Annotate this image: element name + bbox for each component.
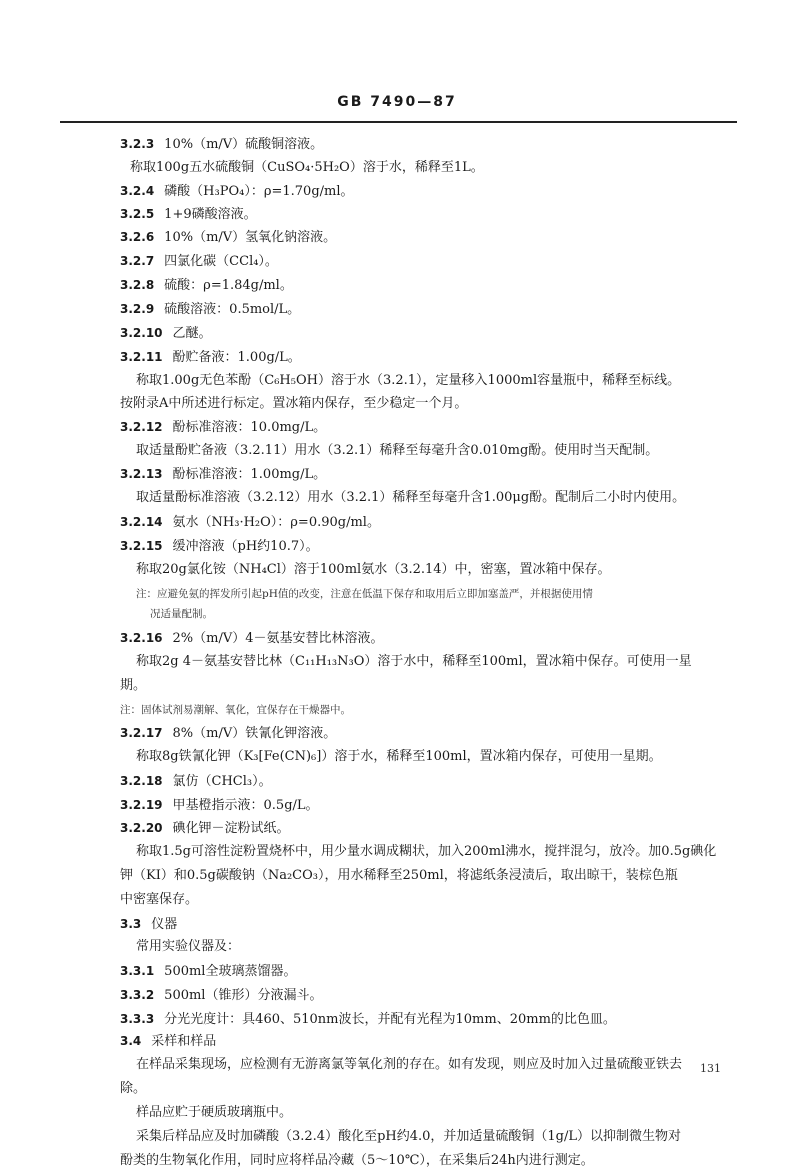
text-line: 取适量酚标准溶液（3.2.12）用水（3.2.1）稀释至每毫升含1.00μg酚。配制后二小时内使用。 — [136, 490, 686, 505]
standard-number: GB 7490—87 — [337, 94, 457, 110]
item-3-2-6: 3.2.6 10%（m/V）氢氧化钠溶液。 — [120, 230, 337, 245]
text-line: 样品应贮于硬质玻璃瓶中。 — [136, 1105, 293, 1120]
item-3-2-5: 3.2.5 1+9磷酸溶液。 — [120, 207, 257, 222]
text-line: 称取2g 4－氨基安替比林（C₁₁H₁₃N₃O）溶于水中，稀释至100ml，置冰箱中保存。可使用一星 — [136, 654, 692, 669]
text-line: 按附录A中所述进行标定。置冰箱内保存，至少稳定一个月。 — [120, 396, 468, 411]
note: 况适量配制。 — [150, 608, 213, 620]
text-line: 称取20g氯化铵（NH₄Cl）溶于100ml氨水（3.2.14）中，密塞，置冰箱中保存。 — [136, 562, 611, 577]
header-divider — [60, 121, 737, 123]
text-line: 期。 — [120, 678, 147, 693]
item-3-2-4: 3.2.4 磷酸（H₃PO₄）：ρ=1.70g/ml。 — [120, 184, 354, 199]
item-3-2-3: 3.2.3 10%（m/V）硫酸铜溶液。 — [120, 137, 324, 152]
text-line: 称取8g铁氰化钾（K₃[Fe(CN)₆]）溶于水，稀释至100ml，置冰箱内保存，可使用一星期。 — [136, 749, 662, 764]
item-3-2-11: 3.2.11 酚贮备液：1.00g/L。 — [120, 350, 301, 365]
item-3-2-18: 3.2.18 氯仿（CHCl₃）。 — [120, 774, 272, 789]
text-line: 常用实验仪器及： — [136, 939, 241, 954]
item-3-2-8: 3.2.8 硫酸：ρ=1.84g/ml。 — [120, 278, 293, 293]
text-line: 酚类的生物氧化作用，同时应将样品冷藏（5～10℃），在采集后24h内进行测定。 — [120, 1153, 594, 1168]
text-line: 中密塞保存。 — [120, 892, 199, 907]
section-3-4-heading: 3.4 采样和样品 — [120, 1034, 217, 1049]
item-3-2-7: 3.2.7 四氯化碳（CCl₄）。 — [120, 254, 278, 269]
item-3-2-20: 3.2.20 碘化钾－淀粉试纸。 — [120, 821, 290, 836]
item-3-3-2: 3.3.2 500ml（锥形）分液漏斗。 — [120, 988, 323, 1003]
note: 注：固体试剂易潮解、氧化，宜保存在干燥器中。 — [120, 704, 351, 716]
item-3-2-15: 3.2.15 缓冲溶液（pH约10.7）。 — [120, 539, 319, 554]
text-line: 称取1.5g可溶性淀粉置烧杯中，用少量水调成糊状，加入200ml沸水，搅拌混匀，放冷。加0.5g碘化 — [136, 844, 717, 859]
item-3-2-13: 3.2.13 酚标准溶液：1.00mg/L。 — [120, 467, 327, 482]
text-line: 在样品采集现场，应检测有无游离氯等氧化剂的存在。如有发现，则应及时加入过量硫酸亚铁去 — [136, 1057, 683, 1072]
note: 注：应避免氨的挥发所引起pH值的改变，注意在低温下保存和取用后立即加塞盖严，并根据使用情 — [136, 588, 593, 600]
text-line: 称取100g五水硫酸铜（CuSO₄·5H₂O）溶于水，稀释至1L。 — [130, 160, 484, 175]
item-3-2-17: 3.2.17 8%（m/V）铁氰化钾溶液。 — [120, 726, 337, 741]
text-line: 采集后样品应及时加磷酸（3.2.4）酸化至pH约4.0，并加适量硫酸铜（1g/L）以抑制微生物对 — [136, 1129, 682, 1144]
section-3-3-heading: 3.3 仪器 — [120, 917, 178, 932]
item-3-2-12: 3.2.12 酚标准溶液：10.0mg/L。 — [120, 420, 327, 435]
item-3-2-9: 3.2.9 硫酸溶液：0.5mol/L。 — [120, 302, 301, 317]
text-line: 除。 — [120, 1081, 147, 1096]
item-3-2-16: 3.2.16 2%（m/V）4－氨基安替比林溶液。 — [120, 631, 384, 646]
text-line: 取适量酚贮备液（3.2.11）用水（3.2.1）稀释至每毫升含0.010mg酚。使用时当天配制。 — [136, 443, 659, 458]
text-line: 钾（KI）和0.5g碳酸钠（Na₂CO₃），用水稀释至250ml，将滤纸条浸渍后，取出晾干，装棕色瓶 — [120, 868, 678, 883]
item-3-2-19: 3.2.19 甲基橙指示液：0.5g/L。 — [120, 798, 319, 813]
item-3-3-3: 3.3.3 分光光度计：具460、510nm波长，并配有光程为10mm、20mm的比色皿。 — [120, 1012, 616, 1027]
text-line: 称取1.00g无色苯酚（C₆H₅OH）溶于水（3.2.1），定量移入1000ml容量瓶中，稀释至标线。 — [136, 373, 681, 388]
page-number: 131 — [700, 1062, 721, 1075]
item-3-2-14: 3.2.14 氨水（NH₃·H₂O）：ρ=0.90g/ml。 — [120, 515, 380, 530]
item-3-2-10: 3.2.10 乙醚。 — [120, 326, 212, 341]
item-3-3-1: 3.3.1 500ml全玻璃蒸馏器。 — [120, 964, 297, 979]
